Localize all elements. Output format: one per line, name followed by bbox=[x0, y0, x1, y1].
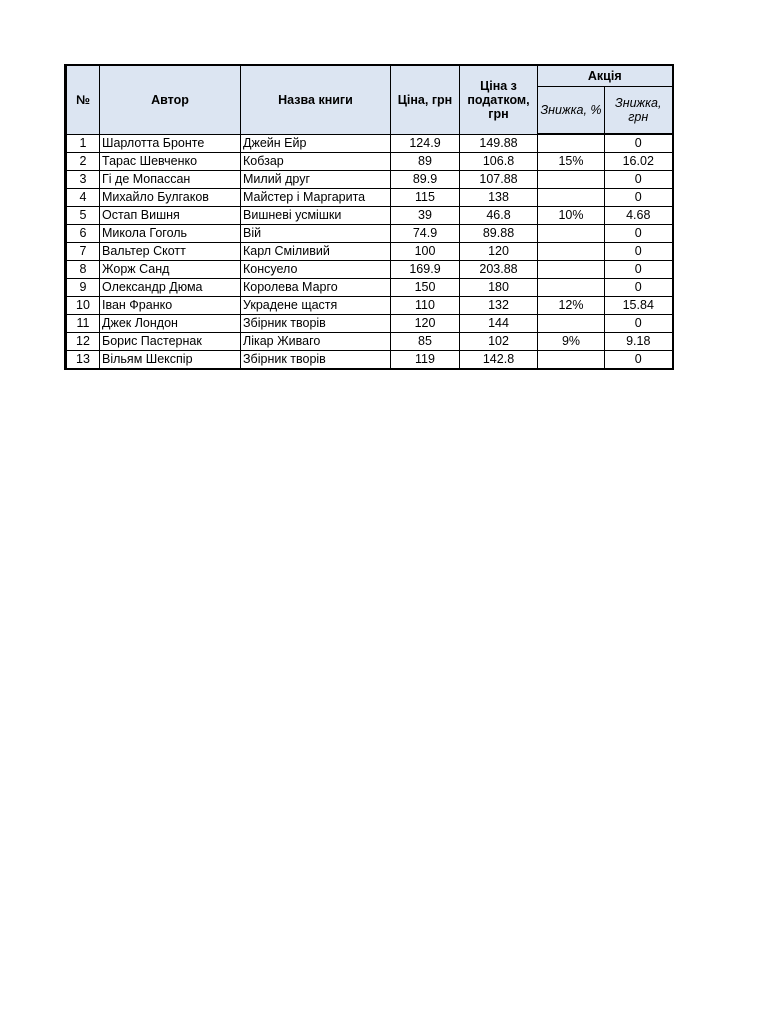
table-row bbox=[66, 261, 673, 279]
cell-price-tax[interactable]: 89.88 bbox=[460, 225, 538, 243]
cell-num[interactable]: 8 bbox=[66, 261, 100, 279]
header-row-top bbox=[66, 65, 673, 87]
cell-discount-uah[interactable]: 0 bbox=[605, 225, 673, 243]
cell-num[interactable]: 6 bbox=[66, 225, 100, 243]
cell-price[interactable]: 119 bbox=[391, 351, 460, 370]
cell-discount-uah[interactable]: 0 bbox=[605, 243, 673, 261]
cell-title[interactable]: Вишневі усмішки bbox=[241, 207, 391, 225]
table-row bbox=[66, 134, 673, 153]
cell-price[interactable]: 124.9 bbox=[391, 134, 460, 153]
cell-discount-pct[interactable] bbox=[538, 279, 605, 297]
cell-title[interactable]: Карл Сміливий bbox=[241, 243, 391, 261]
cell-discount-pct[interactable] bbox=[538, 171, 605, 189]
cell-price[interactable]: 150 bbox=[391, 279, 460, 297]
table-row bbox=[66, 297, 673, 315]
cell-price[interactable]: 39 bbox=[391, 207, 460, 225]
cell-discount-uah[interactable]: 0 bbox=[605, 315, 673, 333]
cell-discount-uah[interactable]: 0 bbox=[605, 351, 673, 370]
cell-price-tax[interactable]: 203.88 bbox=[460, 261, 538, 279]
table-row bbox=[66, 333, 673, 351]
table-row bbox=[66, 171, 673, 189]
cell-author[interactable]: Остап Вишня bbox=[100, 207, 241, 225]
cell-discount-uah[interactable]: 0 bbox=[605, 171, 673, 189]
cell-price-tax[interactable]: 138 bbox=[460, 189, 538, 207]
cell-discount-pct[interactable]: 12% bbox=[538, 297, 605, 315]
cell-author[interactable]: Іван Франко bbox=[100, 297, 241, 315]
cell-author[interactable]: Гі де Мопассан bbox=[100, 171, 241, 189]
cell-price-tax[interactable]: 107.88 bbox=[460, 171, 538, 189]
cell-num[interactable]: 3 bbox=[66, 171, 100, 189]
cell-title[interactable]: Джейн Ейр bbox=[241, 134, 391, 153]
cell-title[interactable]: Кобзар bbox=[241, 153, 391, 171]
cell-title[interactable]: Майстер і Маргарита bbox=[241, 189, 391, 207]
cell-author[interactable]: Вальтер Скотт bbox=[100, 243, 241, 261]
cell-author[interactable]: Жорж Санд bbox=[100, 261, 241, 279]
cell-author[interactable]: Михайло Булгаков bbox=[100, 189, 241, 207]
cell-author[interactable]: Шарлотта Бронте bbox=[100, 134, 241, 153]
header-discount-uah: Знижка, грн bbox=[605, 87, 673, 135]
cell-price-tax[interactable]: 149.88 bbox=[460, 134, 538, 153]
cell-author[interactable]: Микола Гоголь bbox=[100, 225, 241, 243]
table-row bbox=[66, 225, 673, 243]
cell-price[interactable]: 74.9 bbox=[391, 225, 460, 243]
cell-discount-uah[interactable]: 16.02 bbox=[605, 153, 673, 171]
cell-discount-uah[interactable]: 0 bbox=[605, 279, 673, 297]
cell-title[interactable]: Королева Марго bbox=[241, 279, 391, 297]
cell-num[interactable]: 7 bbox=[66, 243, 100, 261]
cell-price[interactable]: 100 bbox=[391, 243, 460, 261]
cell-author[interactable]: Вільям Шекспір bbox=[100, 351, 241, 370]
cell-discount-pct[interactable] bbox=[538, 189, 605, 207]
cell-price[interactable]: 120 bbox=[391, 315, 460, 333]
table-row bbox=[66, 315, 673, 333]
table-body bbox=[66, 134, 673, 369]
table-row bbox=[66, 153, 673, 171]
books-table bbox=[64, 64, 674, 370]
cell-discount-pct[interactable] bbox=[538, 351, 605, 370]
cell-author[interactable]: Тарас Шевченко bbox=[100, 153, 241, 171]
cell-price-tax[interactable]: 106.8 bbox=[460, 153, 538, 171]
cell-title[interactable]: Збірник творів bbox=[241, 351, 391, 370]
table-row bbox=[66, 243, 673, 261]
cell-author[interactable]: Джек Лондон bbox=[100, 315, 241, 333]
cell-price[interactable]: 169.9 bbox=[391, 261, 460, 279]
table-row bbox=[66, 189, 673, 207]
cell-discount-pct[interactable] bbox=[538, 243, 605, 261]
cell-discount-pct[interactable]: 9% bbox=[538, 333, 605, 351]
cell-discount-pct[interactable]: 15% bbox=[538, 153, 605, 171]
cell-price[interactable]: 110 bbox=[391, 297, 460, 315]
cell-price-tax[interactable]: 142.8 bbox=[460, 351, 538, 370]
cell-title[interactable]: Лікар Живаго bbox=[241, 333, 391, 351]
table-row bbox=[66, 207, 673, 225]
cell-title[interactable]: Милий друг bbox=[241, 171, 391, 189]
header-author: Автор bbox=[100, 65, 241, 134]
cell-price[interactable]: 115 bbox=[391, 189, 460, 207]
cell-num[interactable]: 10 bbox=[66, 297, 100, 315]
cell-discount-pct[interactable] bbox=[538, 261, 605, 279]
header-num: № bbox=[66, 65, 100, 134]
cell-author[interactable]: Олександр Дюма bbox=[100, 279, 241, 297]
cell-price-tax[interactable]: 132 bbox=[460, 297, 538, 315]
header-price-tax: Ціна з податком, грн bbox=[460, 65, 538, 134]
cell-discount-uah[interactable]: 0 bbox=[605, 189, 673, 207]
cell-discount-uah[interactable]: 0 bbox=[605, 134, 673, 153]
cell-title[interactable]: Вій bbox=[241, 225, 391, 243]
header-title: Назва книги bbox=[241, 65, 391, 134]
cell-num[interactable]: 9 bbox=[66, 279, 100, 297]
cell-discount-uah[interactable]: 0 bbox=[605, 261, 673, 279]
cell-price[interactable]: 89 bbox=[391, 153, 460, 171]
cell-price-tax[interactable]: 120 bbox=[460, 243, 538, 261]
cell-price-tax[interactable]: 102 bbox=[460, 333, 538, 351]
cell-num[interactable]: 4 bbox=[66, 189, 100, 207]
cell-price-tax[interactable]: 144 bbox=[460, 315, 538, 333]
spreadsheet-page bbox=[64, 64, 674, 370]
cell-discount-pct[interactable] bbox=[538, 315, 605, 333]
header-price: Ціна, грн bbox=[391, 65, 460, 134]
cell-title[interactable]: Консуело bbox=[241, 261, 391, 279]
cell-price-tax[interactable]: 180 bbox=[460, 279, 538, 297]
cell-price[interactable]: 89.9 bbox=[391, 171, 460, 189]
cell-num[interactable]: 11 bbox=[66, 315, 100, 333]
cell-price-tax[interactable]: 46.8 bbox=[460, 207, 538, 225]
cell-title[interactable]: Украдене щастя bbox=[241, 297, 391, 315]
cell-num[interactable]: 1 bbox=[66, 134, 100, 153]
header-promo: Акція bbox=[538, 65, 673, 87]
header-discount-pct: Знижка, % bbox=[538, 87, 605, 135]
cell-discount-pct[interactable] bbox=[538, 134, 605, 153]
table-row bbox=[66, 351, 673, 370]
cell-author[interactable]: Борис Пастернак bbox=[100, 333, 241, 351]
cell-discount-pct[interactable]: 10% bbox=[538, 207, 605, 225]
cell-discount-pct[interactable] bbox=[538, 225, 605, 243]
cell-title[interactable]: Збірник творів bbox=[241, 315, 391, 333]
cell-discount-uah[interactable]: 4.68 bbox=[605, 207, 673, 225]
cell-price[interactable]: 85 bbox=[391, 333, 460, 351]
cell-num[interactable]: 12 bbox=[66, 333, 100, 351]
table-row bbox=[66, 279, 673, 297]
cell-num[interactable]: 5 bbox=[66, 207, 100, 225]
cell-discount-uah[interactable]: 9.18 bbox=[605, 333, 673, 351]
table-header bbox=[66, 65, 673, 134]
cell-num[interactable]: 13 bbox=[66, 351, 100, 370]
cell-discount-uah[interactable]: 15.84 bbox=[605, 297, 673, 315]
cell-num[interactable]: 2 bbox=[66, 153, 100, 171]
